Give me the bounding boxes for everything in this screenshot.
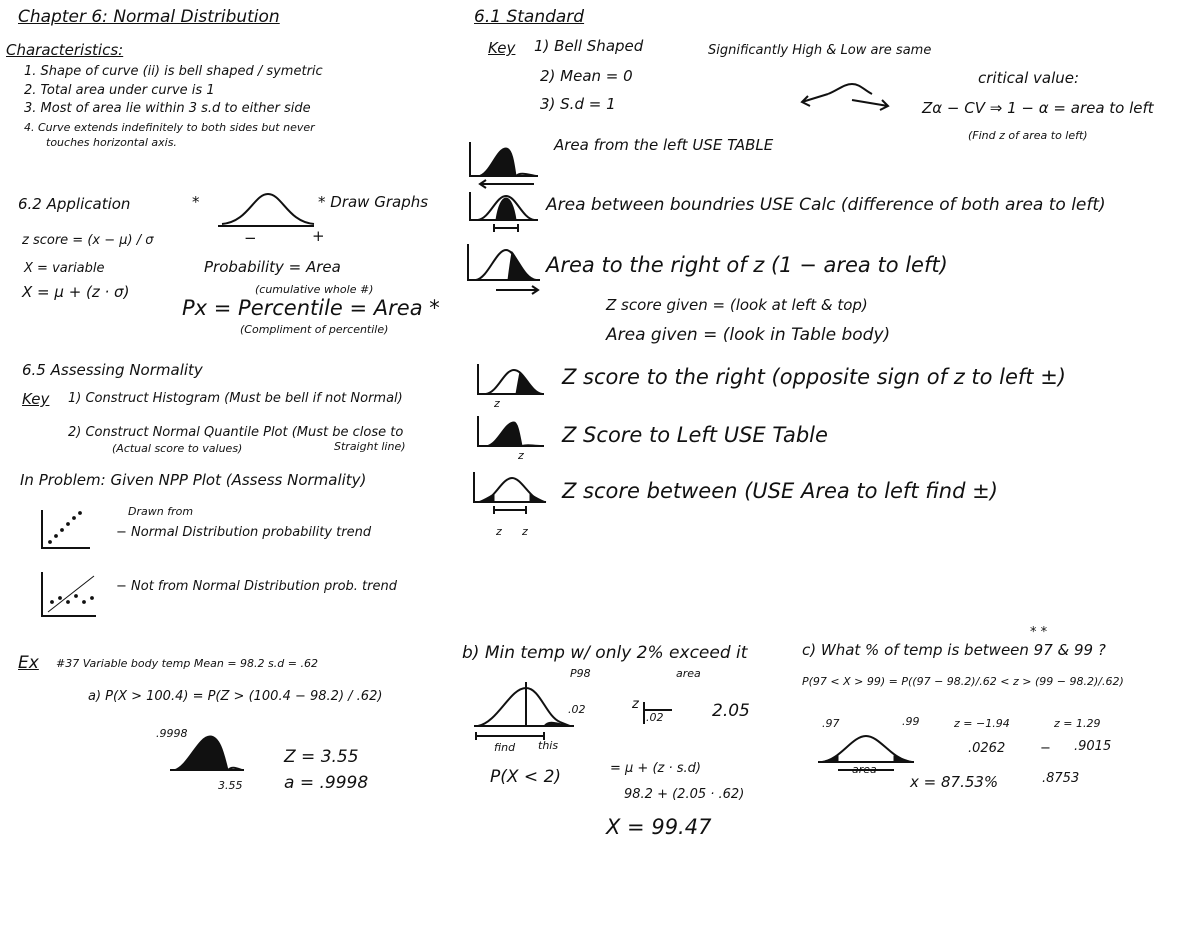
table-lookup-mark xyxy=(640,700,674,726)
b-02-table: .02 xyxy=(646,711,664,724)
assessing-step: 2) Construct Normal Quantile Plot (Must be close to xyxy=(68,425,404,440)
curve-label: .9998 xyxy=(156,727,188,740)
draw-graphs-note: * Draw Graphs xyxy=(318,193,429,211)
characteristic-item: 3. Most of area lie within 3 s.d to either side xyxy=(24,101,311,116)
assessing-note: (Actual score to values) xyxy=(112,442,243,455)
cv-formula: Zα − CV ⇒ 1 − α = area to left xyxy=(922,99,1154,117)
standard-heading: 6.1 Standard xyxy=(474,7,585,27)
b-px: P(X < 2) xyxy=(490,767,562,787)
normal-trend-label: − Normal Distribution probability trend xyxy=(116,525,372,540)
area-type-label: Area from the left USE TABLE xyxy=(554,136,774,154)
characteristics-heading: Characteristics: xyxy=(6,41,124,59)
not-normal-trend-label: − Not from Normal Distribution prob. trend xyxy=(116,579,397,594)
example-a-area: a = .9998 xyxy=(284,773,369,793)
c-tail: .8753 xyxy=(1042,771,1080,786)
x-formula: X = μ + (z · σ) xyxy=(22,283,130,301)
npp-plot-normal xyxy=(42,508,92,550)
plus-sign: + xyxy=(312,227,325,245)
b-substitution: 98.2 + (2.05 · .62) xyxy=(624,787,745,802)
example-b-curve xyxy=(474,680,578,746)
b-this: this xyxy=(538,739,559,752)
example-a-z: Z = 3.55 xyxy=(284,747,359,767)
characteristic-item: touches horizontal axis. xyxy=(46,136,177,149)
c-97: .97 xyxy=(822,717,840,730)
area-right-sketch xyxy=(468,244,544,296)
key-label: Key xyxy=(22,390,50,408)
px-formula: Px = Percentile = Area * xyxy=(182,296,440,320)
z-label: z xyxy=(494,397,500,410)
zscore-formula: z score = (x − μ) / σ xyxy=(22,233,154,248)
key-item: 1) Bell Shaped xyxy=(534,37,644,55)
star-mark: * xyxy=(192,193,200,211)
b-p98: P98 xyxy=(570,667,591,680)
b-z-value: 2.05 xyxy=(712,701,750,721)
x-variable: X = variable xyxy=(24,261,105,276)
zscore-between-sketch xyxy=(474,472,550,522)
area-left-sketch xyxy=(470,142,542,188)
b-02: .02 xyxy=(568,703,586,716)
area-between-sketch xyxy=(470,192,542,232)
c-z2: z = 1.29 xyxy=(1054,717,1101,730)
c-a1: .0262 xyxy=(968,741,1006,756)
zscore-type-label: Z score to the right (opposite sign of z to left ±) xyxy=(562,365,1066,389)
example-c-question: c) What % of temp is between 97 & 99 ? xyxy=(802,641,1106,659)
zscore-type-label: Z score between (USE Area to left find ±) xyxy=(562,479,998,503)
key-item: 2) Mean = 0 xyxy=(540,67,633,85)
key-item: 3) S.d = 1 xyxy=(540,95,616,113)
example-b-question: b) Min temp w/ only 2% exceed it xyxy=(462,643,748,663)
curve-z-label: 3.55 xyxy=(218,779,243,792)
chapter-title: Chapter 6: Normal Distribution xyxy=(18,7,280,27)
characteristic-item: 2. Total area under curve is 1 xyxy=(24,83,215,98)
zscore-type-label: Z Score to Left USE Table xyxy=(562,423,828,447)
example-a-curve xyxy=(170,730,246,778)
characteristic-item: 4. Curve extends indefinitely to both sides but never xyxy=(24,121,315,134)
example-c-line: P(97 < X > 99) = P((97 − 98.2)/.62 < z > (99 − 98.2)/.62) xyxy=(802,675,1124,688)
two-arrow-sketch xyxy=(798,80,894,114)
b-z-label: z xyxy=(632,697,639,712)
area-given: Area given = (look in Table body) xyxy=(606,325,891,345)
cv-note: (Find z of area to left) xyxy=(968,129,1088,142)
assessing-step: 1) Construct Histogram (Must be bell if not Normal) xyxy=(68,391,403,406)
area-type-label: Area between boundries USE Calc (difference of both area to left) xyxy=(546,195,1106,215)
c-stars: * * xyxy=(1030,625,1048,640)
characteristic-item: 1. Shape of curve (ii) is bell shaped / symetric xyxy=(24,64,323,79)
c-99: .99 xyxy=(902,715,920,728)
b-formula: = μ + (z · s.d) xyxy=(610,761,701,776)
key-label-standard: Key xyxy=(488,39,516,57)
px-note-top: (cumulative whole #) xyxy=(255,283,374,296)
npp-plot-not-normal xyxy=(42,572,98,618)
drawn-from: Drawn from xyxy=(128,505,194,518)
area-type-label: Area to the right of z (1 − area to left) xyxy=(546,253,948,277)
example-label: Ex xyxy=(18,653,39,673)
zscore-given: Z score given = (look at left & top) xyxy=(606,296,868,314)
b-area-label: area xyxy=(676,667,701,680)
example-setup: #37 Variable body temp Mean = 98.2 s.d = .62 xyxy=(56,657,318,670)
c-minus: − xyxy=(1040,741,1051,756)
c-z1: z = −1.94 xyxy=(954,717,1010,730)
z-label: z xyxy=(496,525,502,538)
c-answer: x = 87.53% xyxy=(910,773,999,791)
zscore-left-sketch xyxy=(478,416,548,456)
significantly-note: Significantly High & Low are same xyxy=(708,43,932,58)
b-answer: X = 99.47 xyxy=(606,815,712,839)
critical-value-heading: critical value: xyxy=(978,69,1080,87)
z-label: z xyxy=(518,449,524,462)
px-note-bottom: (Compliment of percentile) xyxy=(240,323,389,336)
bell-curve-sketch xyxy=(218,190,318,240)
c-area-label: area xyxy=(852,763,877,776)
minus-sign: − xyxy=(244,229,257,247)
z-label: z xyxy=(522,525,528,538)
assessing-note: Straight line) xyxy=(334,440,406,453)
probability-area: Probability = Area xyxy=(204,258,341,276)
assessing-heading: 6.5 Assessing Normality xyxy=(22,361,203,379)
b-find: find xyxy=(494,741,516,754)
example-a-line: a) P(X > 100.4) = P(Z > (100.4 − 98.2) / .62) xyxy=(88,689,383,704)
zscore-right-sketch xyxy=(478,364,548,404)
in-problem: In Problem: Given NPP Plot (Assess Normality) xyxy=(20,471,367,489)
application-heading: 6.2 Application xyxy=(18,195,131,213)
c-a2: .9015 xyxy=(1074,739,1112,754)
